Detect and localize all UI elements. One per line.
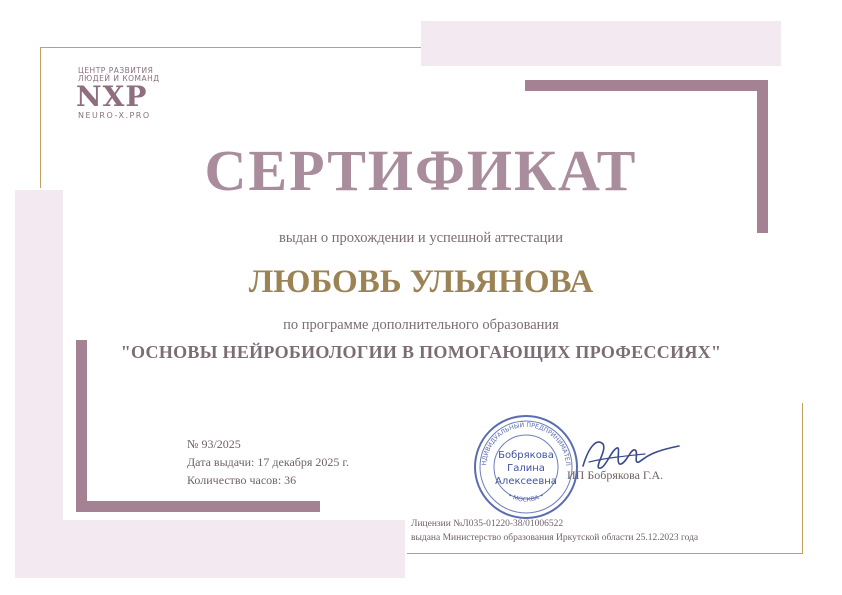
handwritten-signature <box>575 432 685 477</box>
certificate-subtitle: выдан о прохождении и успешной аттестации <box>279 230 563 246</box>
signer-name: ИП Бобрякова Г.А. <box>567 468 664 482</box>
stamp-ring-top: НДИВИДУАЛЬНЫЙ ПРЕДПРИНИМАТЕЛ <box>480 421 572 467</box>
pink-block-top-right <box>421 21 781 66</box>
issue-date: Дата выдачи: 17 декабря 2025 г. <box>187 455 349 469</box>
certificate-title: СЕРТИФИКАТ <box>204 138 638 203</box>
recipient-name: ЛЮБОВЬ УЛЬЯНОВА <box>248 264 594 300</box>
stamp-rings-icon <box>473 414 579 520</box>
certificate-number: № 93/2025 <box>187 437 241 451</box>
program-intro: по программе дополнительного образования <box>283 317 559 333</box>
logo-tagline-2: ЛЮДЕЙ И КОМАНД <box>78 74 160 83</box>
logo-url: NEURO-X.PRO <box>78 111 151 120</box>
hours-count: Количество часов: 36 <box>187 473 297 487</box>
stamp-line-2: Галина <box>507 463 545 474</box>
license-issuer: выдана Министерство образования Иркутской области 25.12.2023 года <box>411 533 699 543</box>
logo-mark: NXP <box>76 80 148 113</box>
program-name: "ОСНОВЫ НЕЙРОБИОЛОГИИ В ПОМОГАЮЩИХ ПРОФЕССИЯХ" <box>120 342 722 362</box>
stamp-line-3: Алексеевна <box>495 476 557 487</box>
license-number: Лицензии №Л035-01220-38/01006522 <box>411 519 564 529</box>
stamp-ring-bottom: • МОСКВА • <box>506 492 546 504</box>
pink-block-bottom-left <box>15 520 405 578</box>
mauve-bar-top <box>525 80 768 91</box>
official-stamp <box>473 414 579 520</box>
svg-text:• МОСКВА • <box>507 492 546 504</box>
stamp-line-1: Бобрякова <box>498 450 554 461</box>
mauve-bar-left <box>76 340 87 512</box>
mauve-bar-bottom <box>76 501 320 512</box>
logo-tagline-1: ЦЕНТР РАЗВИТИЯ <box>78 66 154 75</box>
